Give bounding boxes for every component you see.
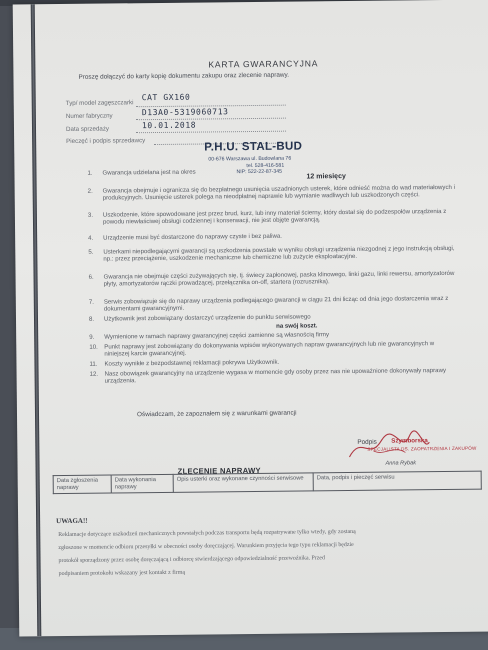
repair-col-service-stamp: Data, podpis i pieczęć serwisu (313, 471, 481, 491)
clause-3: 3. Uszkodzenie, które spowodowane jest przez brud, kurz, lub inny materiał ścierny, który dostał się do podzespołów urządzenia z powodu niewłaściwej obsługi codziennej i konserwacji, nie jest objęte gwarancją. (87, 207, 447, 226)
card-intro: Proszę dołączyć do karty kopię dokumentu zakupu oraz zlecenie naprawy. (78, 71, 290, 81)
field-label-model: Typ/ model zagęszczarki (65, 99, 134, 107)
declaration-text: Oświadczam, że zapoznałem się z warunkami gwarancji (136, 409, 297, 419)
clause-4: 4. Urządzenie musi być dostarczone do naprawy czyste i bez paliwa. (88, 232, 283, 242)
field-value-date: 10.01.2018 (141, 120, 197, 131)
clause-10: 10. Punkt naprawy jest zobowiązany do dokonywania wpisów wykonywanych napraw gwarancyjnych lub nie gwarancyjnych w niniejszej karcie gwarancyjnej. (89, 340, 435, 358)
signature-printed-name: Anna Rybak (385, 460, 417, 467)
notice-line-3: protokół sporządzony przez osobę doręczającą i odbiorcę stwierdzającego odpowiedzialność przewoźnika. Przed (58, 555, 325, 565)
binder-edge (31, 4, 42, 636)
notice-line-2: zgłoszone w momencie odbioru przesyłki w obecności osoby doręczającej. Warunkiem przyjęcia tego typu reklamacji będzie (58, 541, 354, 552)
clause-8-own-cost: na swój koszt. (276, 322, 318, 330)
seller-stamp-company: P.H.U. STAL-BUD (204, 140, 303, 154)
clause-1: 1. Gwarancja udzielana jest na okres (87, 168, 196, 177)
field-value-serial: D13A0-5319060713 (141, 107, 229, 118)
field-line-serial (136, 118, 286, 121)
field-label-date: Data sprzedaży (65, 125, 110, 133)
signature-stamp-name: Szymborska (391, 437, 428, 445)
clause-2: 2. Gwarancja obejmuje i ogranicza się do bezpłatnego usunięcia uszadnionych usterek, które odnieść można do wad materiałowych i produkcyjnych. Usunięcie usterek polega na nieodpłatnej naprawie lub wymianie wadliwych lub uszkodzonych części. (87, 183, 455, 202)
field-label-serial: Numer fabryczny (65, 112, 113, 120)
signature-stamp-title: SPECJALISTA DS. ZAOPATRZENIA I ZAKUPÓW (367, 445, 477, 452)
clause-9: 9. Wymienione w ramach naprawy gwarancyjnej części zamienne są własnością firmy (89, 331, 330, 341)
warranty-months: 12 miesięcy (306, 173, 346, 181)
clause-6: 6. Gwarancja nie obejmuje części zużywających się, tj. świecy zapłonowej, paska klinowego, linki gazu, linki rewersu, amortyzatorów płyty, amortyzatorów rączki prowadzącej, przełącznika on-off, startera (rozrusznika). (88, 269, 455, 288)
repair-col-description: Opis usterki oraz wykonane czynności serwisowe (173, 473, 313, 493)
clause-7: 7. Serwis zobowiązuje się do naprawy urządzenia podlegającego gwarancji w ciągu 21 dni licząc od dnia jego dostarczenia wraz z dokumentami gwarancyjnymi. (88, 294, 449, 313)
field-label-seller: Pieczęć i podpis sprzedawcy (66, 137, 146, 145)
seller-stamp-address: 00-676 Warszawa ul. Budowlana 76 (208, 155, 292, 163)
field-line-date (136, 131, 286, 134)
notice-line-4: podpisaniem protokołu wskazany jest kontakt z firmą (58, 569, 185, 578)
repair-col-report-date: Data zgłoszenia naprawy (53, 475, 111, 494)
seller-stamp-phone: tel. 528-416-581 (246, 162, 285, 170)
clause-5: 5. Usterkami niepodlegającymi gwarancji są uszkodzenia powstałe w wyniku obsługi urządzenia niezgodnej z jego instrukcją obsługi, np.: przez przeciążenie, uszkodzenie mechaniczne lub chemiczne lub zużycie eksploatacyjne. (88, 244, 455, 263)
notice-line-1: Reklamacje dotyczące uszkodzeń mechanicznych powstałych podczas transportu będą rozpatrywane tylko wtedy, gdy zostaną (58, 528, 356, 539)
repair-order-title: ZLECENIE NAPRAWY (177, 465, 261, 476)
clause-8: 8. Użytkownik jest zobowiązany dostarczyć urządzenie do punktu serwisowego (88, 313, 311, 323)
clause-11: 11. Koszty wynikłe z bezpodstawnej reklamacji pokrywa Użytkownik. (89, 358, 280, 368)
field-value-model: CAT GX160 (141, 92, 191, 103)
seller-stamp-nip: NIP: 522-22-87-345 (236, 168, 283, 176)
repair-order-table (53, 471, 482, 495)
clause-12: 12. Nasz obowiązek gwarancyjny na urządzenie wygasa w momencie gdy osoby przez nas nie upoważnione dokonywały naprawy urządzenia. (89, 366, 447, 385)
notice-title: UWAGA!! (56, 516, 88, 526)
signature-label: Podpis (357, 438, 377, 446)
warranty-card-sheet (13, 0, 488, 636)
card-title: KARTA GWARANCYJNA (208, 58, 319, 70)
repair-col-done-date: Data wykonania naprawy (111, 474, 173, 493)
